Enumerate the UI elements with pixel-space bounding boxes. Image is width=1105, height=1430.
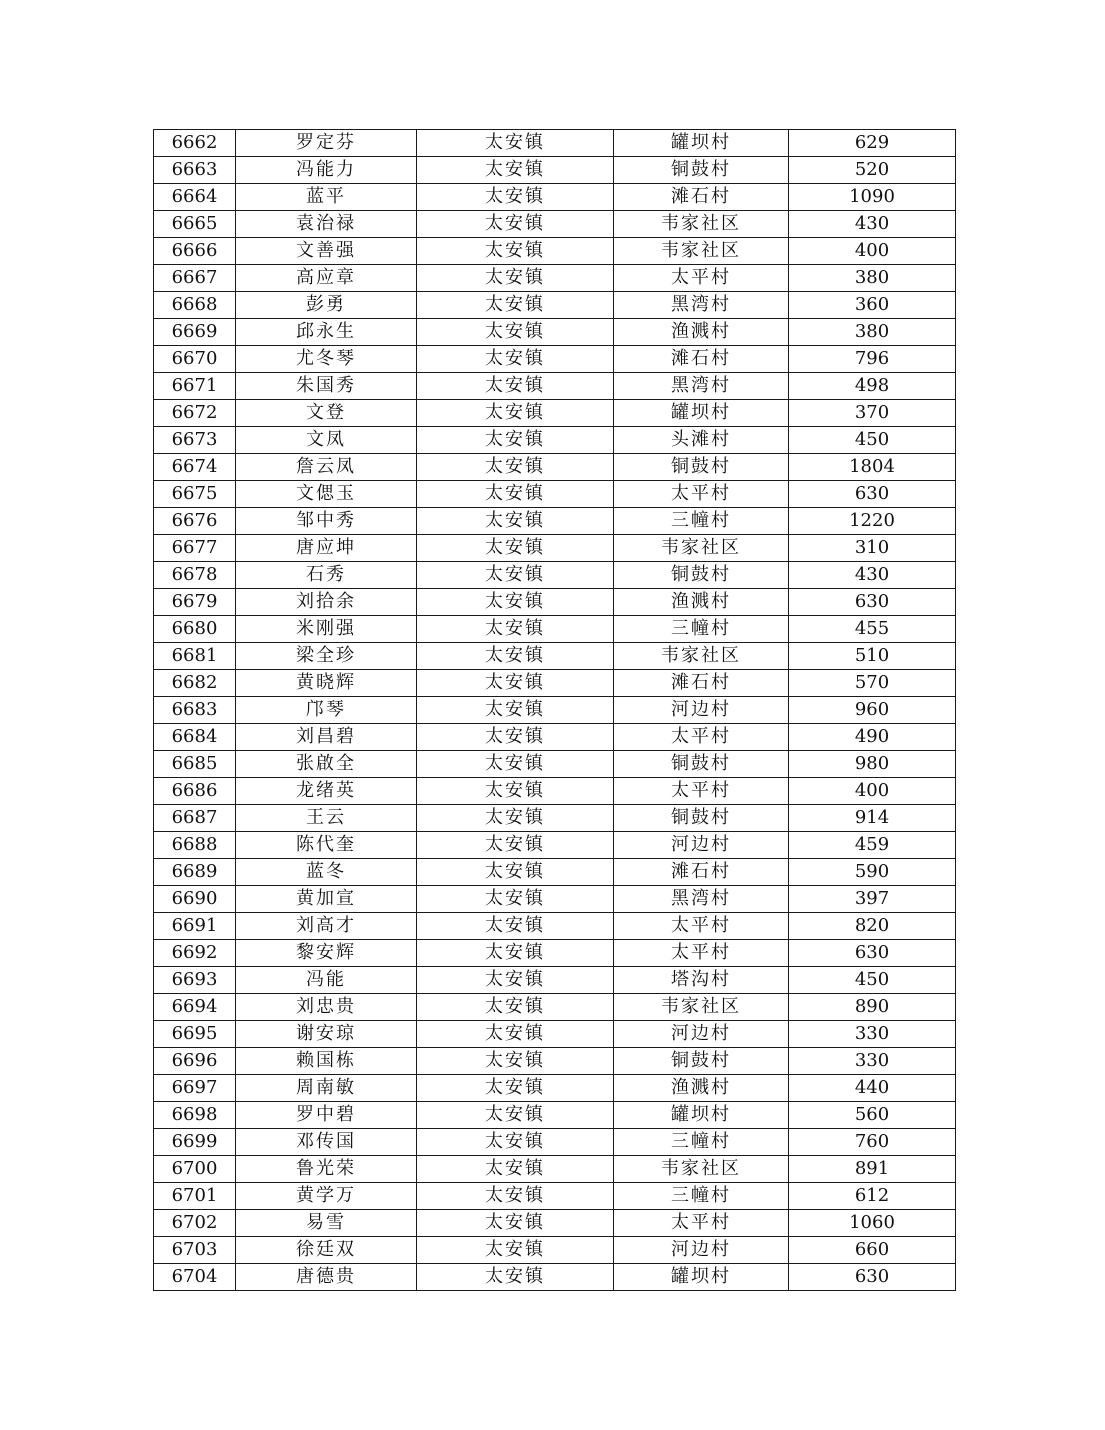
cell-town: 太安镇 — [417, 319, 614, 346]
cell-town: 太安镇 — [417, 508, 614, 535]
cell-person-name: 王云 — [236, 805, 417, 832]
cell-serial-number: 6692 — [154, 940, 236, 967]
cell-village: 河边村 — [614, 1021, 789, 1048]
cell-amount: 1060 — [789, 1210, 956, 1237]
table-row — [154, 1210, 956, 1237]
cell-serial-number: 6669 — [154, 319, 236, 346]
cell-person-name: 朱国秀 — [236, 373, 417, 400]
cell-town: 太安镇 — [417, 778, 614, 805]
cell-person-name: 文善强 — [236, 238, 417, 265]
cell-town: 太安镇 — [417, 373, 614, 400]
cell-serial-number: 6685 — [154, 751, 236, 778]
cell-amount: 490 — [789, 724, 956, 751]
cell-village: 太平村 — [614, 265, 789, 292]
cell-village: 河边村 — [614, 832, 789, 859]
table-row — [154, 238, 956, 265]
table-row — [154, 292, 956, 319]
cell-amount: 820 — [789, 913, 956, 940]
cell-person-name: 龙绪英 — [236, 778, 417, 805]
cell-person-name: 高应章 — [236, 265, 417, 292]
cell-amount: 510 — [789, 643, 956, 670]
cell-town: 太安镇 — [417, 913, 614, 940]
table-row — [154, 1156, 956, 1183]
cell-village: 铜鼓村 — [614, 562, 789, 589]
table-row — [154, 400, 956, 427]
table-row — [154, 832, 956, 859]
cell-serial-number: 6694 — [154, 994, 236, 1021]
cell-town: 太安镇 — [417, 859, 614, 886]
cell-serial-number: 6702 — [154, 1210, 236, 1237]
cell-serial-number: 6679 — [154, 589, 236, 616]
cell-person-name: 邓传国 — [236, 1129, 417, 1156]
cell-amount: 397 — [789, 886, 956, 913]
cell-town: 太安镇 — [417, 1156, 614, 1183]
table-row — [154, 1102, 956, 1129]
cell-amount: 630 — [789, 940, 956, 967]
cell-person-name: 黄晓辉 — [236, 670, 417, 697]
cell-town: 太安镇 — [417, 994, 614, 1021]
cell-serial-number: 6668 — [154, 292, 236, 319]
cell-village: 铜鼓村 — [614, 157, 789, 184]
cell-town: 太安镇 — [417, 1048, 614, 1075]
cell-village: 韦家社区 — [614, 238, 789, 265]
cell-town: 太安镇 — [417, 1075, 614, 1102]
table-row — [154, 859, 956, 886]
cell-amount: 891 — [789, 1156, 956, 1183]
cell-town: 太安镇 — [417, 1210, 614, 1237]
cell-serial-number: 6677 — [154, 535, 236, 562]
cell-amount: 430 — [789, 562, 956, 589]
cell-serial-number: 6697 — [154, 1075, 236, 1102]
cell-serial-number: 6671 — [154, 373, 236, 400]
cell-village: 铜鼓村 — [614, 454, 789, 481]
cell-village: 韦家社区 — [614, 643, 789, 670]
cell-amount: 459 — [789, 832, 956, 859]
cell-village: 罐坝村 — [614, 1102, 789, 1129]
cell-serial-number: 6665 — [154, 211, 236, 238]
table-row — [154, 1264, 956, 1291]
cell-village: 滩石村 — [614, 859, 789, 886]
cell-town: 太安镇 — [417, 481, 614, 508]
cell-amount: 1804 — [789, 454, 956, 481]
cell-town: 太安镇 — [417, 805, 614, 832]
cell-amount: 380 — [789, 319, 956, 346]
cell-amount: 1090 — [789, 184, 956, 211]
cell-person-name: 蓝冬 — [236, 859, 417, 886]
cell-person-name: 罗定芬 — [236, 130, 417, 157]
table-row — [154, 319, 956, 346]
table-row — [154, 805, 956, 832]
cell-village: 滩石村 — [614, 670, 789, 697]
table-row — [154, 670, 956, 697]
table-row — [154, 1129, 956, 1156]
cell-serial-number: 6686 — [154, 778, 236, 805]
cell-town: 太安镇 — [417, 184, 614, 211]
cell-village: 滩石村 — [614, 346, 789, 373]
cell-person-name: 文偲玉 — [236, 481, 417, 508]
cell-town: 太安镇 — [417, 238, 614, 265]
cell-village: 太平村 — [614, 724, 789, 751]
cell-town: 太安镇 — [417, 400, 614, 427]
cell-town: 太安镇 — [417, 967, 614, 994]
cell-person-name: 黎安辉 — [236, 940, 417, 967]
cell-amount: 520 — [789, 157, 956, 184]
cell-amount: 630 — [789, 589, 956, 616]
cell-serial-number: 6701 — [154, 1183, 236, 1210]
cell-village: 韦家社区 — [614, 211, 789, 238]
cell-serial-number: 6688 — [154, 832, 236, 859]
table-row — [154, 616, 956, 643]
cell-amount: 590 — [789, 859, 956, 886]
cell-town: 太安镇 — [417, 670, 614, 697]
cell-village: 铜鼓村 — [614, 805, 789, 832]
cell-person-name: 文登 — [236, 400, 417, 427]
cell-amount: 612 — [789, 1183, 956, 1210]
cell-person-name: 刘昌碧 — [236, 724, 417, 751]
cell-serial-number: 6678 — [154, 562, 236, 589]
table-row — [154, 373, 956, 400]
cell-town: 太安镇 — [417, 130, 614, 157]
cell-village: 太平村 — [614, 778, 789, 805]
cell-person-name: 刘拾余 — [236, 589, 417, 616]
cell-town: 太安镇 — [417, 265, 614, 292]
cell-village: 三幢村 — [614, 1129, 789, 1156]
cell-village: 罐坝村 — [614, 400, 789, 427]
cell-amount: 760 — [789, 1129, 956, 1156]
table-row — [154, 967, 956, 994]
cell-town: 太安镇 — [417, 1129, 614, 1156]
cell-person-name: 陈代奎 — [236, 832, 417, 859]
cell-amount: 629 — [789, 130, 956, 157]
cell-amount: 796 — [789, 346, 956, 373]
table-row — [154, 508, 956, 535]
cell-village: 黑湾村 — [614, 886, 789, 913]
cell-serial-number: 6691 — [154, 913, 236, 940]
cell-person-name: 刘忠贵 — [236, 994, 417, 1021]
cell-town: 太安镇 — [417, 751, 614, 778]
cell-town: 太安镇 — [417, 724, 614, 751]
cell-person-name: 赖国栋 — [236, 1048, 417, 1075]
cell-town: 太安镇 — [417, 535, 614, 562]
cell-village: 黑湾村 — [614, 373, 789, 400]
table-row — [154, 1183, 956, 1210]
cell-serial-number: 6667 — [154, 265, 236, 292]
cell-amount: 455 — [789, 616, 956, 643]
cell-amount: 980 — [789, 751, 956, 778]
cell-person-name: 鲁光荣 — [236, 1156, 417, 1183]
cell-town: 太安镇 — [417, 643, 614, 670]
table-row — [154, 1048, 956, 1075]
cell-person-name: 冯能 — [236, 967, 417, 994]
table-row — [154, 994, 956, 1021]
cell-person-name: 邱永生 — [236, 319, 417, 346]
cell-amount: 914 — [789, 805, 956, 832]
cell-amount: 370 — [789, 400, 956, 427]
table-row — [154, 1237, 956, 1264]
table-row — [154, 535, 956, 562]
cell-person-name: 易雪 — [236, 1210, 417, 1237]
cell-town: 太安镇 — [417, 886, 614, 913]
cell-amount: 890 — [789, 994, 956, 1021]
cell-serial-number: 6689 — [154, 859, 236, 886]
cell-town: 太安镇 — [417, 1264, 614, 1291]
cell-amount: 570 — [789, 670, 956, 697]
cell-amount: 1220 — [789, 508, 956, 535]
table-row — [154, 940, 956, 967]
cell-serial-number: 6674 — [154, 454, 236, 481]
cell-serial-number: 6673 — [154, 427, 236, 454]
cell-serial-number: 6695 — [154, 1021, 236, 1048]
cell-village: 渔溅村 — [614, 589, 789, 616]
cell-person-name: 冯能力 — [236, 157, 417, 184]
table-row — [154, 265, 956, 292]
cell-serial-number: 6683 — [154, 697, 236, 724]
cell-serial-number: 6670 — [154, 346, 236, 373]
cell-person-name: 梁全珍 — [236, 643, 417, 670]
cell-village: 三幢村 — [614, 1183, 789, 1210]
cell-person-name: 邝琴 — [236, 697, 417, 724]
cell-village: 太平村 — [614, 913, 789, 940]
cell-town: 太安镇 — [417, 1237, 614, 1264]
cell-amount: 498 — [789, 373, 956, 400]
table-row — [154, 778, 956, 805]
cell-village: 太平村 — [614, 1210, 789, 1237]
cell-village: 黑湾村 — [614, 292, 789, 319]
cell-amount: 310 — [789, 535, 956, 562]
cell-serial-number: 6672 — [154, 400, 236, 427]
cell-village: 塔沟村 — [614, 967, 789, 994]
cell-village: 三幢村 — [614, 508, 789, 535]
cell-person-name: 周南敏 — [236, 1075, 417, 1102]
cell-village: 铜鼓村 — [614, 751, 789, 778]
cell-amount: 330 — [789, 1048, 956, 1075]
cell-village: 渔溅村 — [614, 1075, 789, 1102]
cell-serial-number: 6664 — [154, 184, 236, 211]
cell-town: 太安镇 — [417, 157, 614, 184]
cell-town: 太安镇 — [417, 1183, 614, 1210]
cell-village: 河边村 — [614, 1237, 789, 1264]
cell-person-name: 黄学万 — [236, 1183, 417, 1210]
cell-person-name: 石秀 — [236, 562, 417, 589]
cell-serial-number: 6693 — [154, 967, 236, 994]
cell-amount: 330 — [789, 1021, 956, 1048]
cell-serial-number: 6680 — [154, 616, 236, 643]
cell-serial-number: 6675 — [154, 481, 236, 508]
table-row — [154, 211, 956, 238]
cell-serial-number: 6663 — [154, 157, 236, 184]
table-row — [154, 157, 956, 184]
cell-town: 太安镇 — [417, 346, 614, 373]
cell-person-name: 黄加宣 — [236, 886, 417, 913]
cell-person-name: 谢安琼 — [236, 1021, 417, 1048]
cell-person-name: 蓝平 — [236, 184, 417, 211]
cell-amount: 430 — [789, 211, 956, 238]
cell-town: 太安镇 — [417, 940, 614, 967]
cell-village: 罐坝村 — [614, 1264, 789, 1291]
cell-amount: 360 — [789, 292, 956, 319]
table-body — [154, 130, 956, 1291]
cell-serial-number: 6676 — [154, 508, 236, 535]
cell-person-name: 张啟全 — [236, 751, 417, 778]
cell-town: 太安镇 — [417, 211, 614, 238]
cell-village: 渔溅村 — [614, 319, 789, 346]
cell-village: 韦家社区 — [614, 535, 789, 562]
cell-person-name: 詹云凤 — [236, 454, 417, 481]
cell-person-name: 尤冬琴 — [236, 346, 417, 373]
cell-person-name: 彭勇 — [236, 292, 417, 319]
cell-town: 太安镇 — [417, 562, 614, 589]
cell-town: 太安镇 — [417, 427, 614, 454]
cell-town: 太安镇 — [417, 697, 614, 724]
cell-person-name: 刘高才 — [236, 913, 417, 940]
cell-village: 三幢村 — [614, 616, 789, 643]
cell-amount: 400 — [789, 778, 956, 805]
cell-village: 韦家社区 — [614, 1156, 789, 1183]
table-row — [154, 130, 956, 157]
cell-serial-number: 6666 — [154, 238, 236, 265]
table-row — [154, 346, 956, 373]
cell-person-name: 文凤 — [236, 427, 417, 454]
cell-village: 滩石村 — [614, 184, 789, 211]
cell-village: 罐坝村 — [614, 130, 789, 157]
cell-village: 铜鼓村 — [614, 1048, 789, 1075]
table-row — [154, 751, 956, 778]
cell-serial-number: 6704 — [154, 1264, 236, 1291]
cell-serial-number: 6700 — [154, 1156, 236, 1183]
cell-person-name: 唐德贵 — [236, 1264, 417, 1291]
cell-town: 太安镇 — [417, 589, 614, 616]
cell-village: 太平村 — [614, 481, 789, 508]
cell-serial-number: 6687 — [154, 805, 236, 832]
cell-amount: 440 — [789, 1075, 956, 1102]
cell-town: 太安镇 — [417, 1021, 614, 1048]
table-row — [154, 1021, 956, 1048]
cell-person-name: 徐廷双 — [236, 1237, 417, 1264]
cell-serial-number: 6684 — [154, 724, 236, 751]
table-row — [154, 454, 956, 481]
table-row — [154, 427, 956, 454]
cell-person-name: 罗中碧 — [236, 1102, 417, 1129]
cell-amount: 660 — [789, 1237, 956, 1264]
cell-serial-number: 6681 — [154, 643, 236, 670]
cell-town: 太安镇 — [417, 454, 614, 481]
table-row — [154, 913, 956, 940]
cell-town: 太安镇 — [417, 832, 614, 859]
cell-amount: 560 — [789, 1102, 956, 1129]
cell-person-name: 米刚强 — [236, 616, 417, 643]
cell-amount: 630 — [789, 1264, 956, 1291]
table-row — [154, 643, 956, 670]
table-row — [154, 562, 956, 589]
cell-serial-number: 6682 — [154, 670, 236, 697]
table-row — [154, 184, 956, 211]
cell-person-name: 邹中秀 — [236, 508, 417, 535]
cell-serial-number: 6696 — [154, 1048, 236, 1075]
cell-serial-number: 6698 — [154, 1102, 236, 1129]
cell-amount: 960 — [789, 697, 956, 724]
cell-serial-number: 6703 — [154, 1237, 236, 1264]
table-row — [154, 886, 956, 913]
cell-town: 太安镇 — [417, 616, 614, 643]
cell-amount: 630 — [789, 481, 956, 508]
data-table — [153, 129, 956, 1291]
cell-amount: 450 — [789, 967, 956, 994]
cell-serial-number: 6699 — [154, 1129, 236, 1156]
cell-amount: 380 — [789, 265, 956, 292]
table-row — [154, 1075, 956, 1102]
cell-person-name: 袁治禄 — [236, 211, 417, 238]
cell-village: 太平村 — [614, 940, 789, 967]
table-row — [154, 724, 956, 751]
cell-village: 头滩村 — [614, 427, 789, 454]
cell-amount: 450 — [789, 427, 956, 454]
cell-town: 太安镇 — [417, 292, 614, 319]
cell-village: 韦家社区 — [614, 994, 789, 1021]
cell-amount: 400 — [789, 238, 956, 265]
cell-person-name: 唐应坤 — [236, 535, 417, 562]
cell-village: 河边村 — [614, 697, 789, 724]
table-row — [154, 697, 956, 724]
table-row — [154, 481, 956, 508]
cell-serial-number: 6690 — [154, 886, 236, 913]
table-row — [154, 589, 956, 616]
cell-serial-number: 6662 — [154, 130, 236, 157]
cell-town: 太安镇 — [417, 1102, 614, 1129]
